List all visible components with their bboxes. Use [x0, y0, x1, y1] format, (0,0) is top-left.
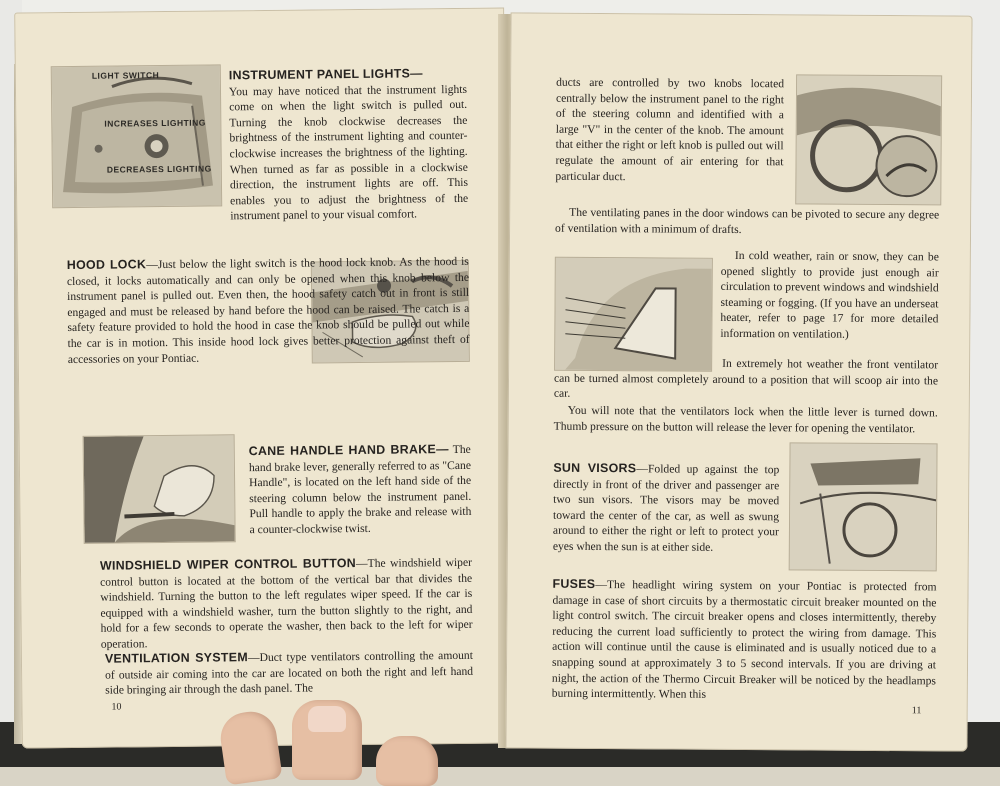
hood-lock-section — [67, 254, 470, 367]
wiper-text: —The windshield wiper control button is located at the bottom of the vertical bar that divides the windshield. Turning the button to the left regulates wiper speed. If the car is equipped with a windshield washer, turn the button slightly to the right, and hold for a few seconds to operate the washer, then back to the left for wiper operation. — [100, 555, 473, 651]
hand-brake-heading: CANE HANDLE HAND BRAKE— — [248, 442, 449, 459]
dash-knob-illustration — [795, 74, 942, 205]
hot-weather-paragraph: In extremely hot weather the front ventilator can be turned almost completely around to a position that will scoop air into the car. — [553, 356, 939, 401]
ducts-paragraph: ducts are controlled by two knobs located centrally below the instrument panel to the right of the steering column and identified with a large "V" in the center of the knob. The amount that either the right or left knob is pulled out will regulate the amount of air entering for that particular duct. — [555, 75, 785, 183]
wiper-heading: WINDSHIELD WIPER CONTROL BUTTON — [99, 556, 357, 573]
left-page — [14, 7, 512, 748]
sun-visors-heading: SUN VISORS — [553, 460, 637, 476]
instrument-panel-lights-first — [229, 66, 469, 224]
light-switch-illustration — [51, 64, 222, 208]
decreases-lighting-label: DECREASES LIGHTING — [106, 163, 212, 175]
fuses-section — [552, 577, 937, 704]
fuses-heading: FUSES — [552, 576, 596, 592]
instrument-panel-lights-text: You may have noticed that the instrument lights come on when the light switch is pulled out. Turning the knob clockwise decreases the brightness of the instrument lighting and counter-clockwise increases the brightness of the lighting. When turned as far as possible in a clockwise direction, the instrument lights are off. This enables you to adjust the brightness of the instrument panel to your visual comfort. — [228, 82, 469, 223]
hood-lock-heading: HOOD LOCK — [66, 257, 147, 273]
hand-brake-text: The hand brake lever, generally referred to as "Cane Handle", is located on the left hand side of the steering column below the instrument panel. Pull handle to apply the brake and release with a counter-clockwise twist. — [248, 442, 472, 537]
ventilation-heading: VENTILATION SYSTEM — [104, 650, 249, 666]
page-number-left: 10 — [111, 701, 122, 713]
ventilating-panes-paragraph: The ventilating panes in the door windows can be pivoted to secure any degree of ventilation with a minimum of drafts. — [555, 205, 940, 236]
hand-brake-section — [249, 442, 472, 538]
light-switch-label: LIGHT SWITCH — [91, 70, 160, 81]
hand-finger-2 — [376, 736, 438, 786]
ventilator-lock-paragraph: You will note that the ventilators lock when the little lever is turned down. Thumb pressure on the button will release the lever for opening the ventilator. — [553, 403, 938, 435]
page-number-right: 11 — [911, 705, 922, 717]
instrument-panel-lights-heading: INSTRUMENT PANEL LIGHTS— — [228, 66, 423, 83]
wiper-section — [100, 555, 473, 652]
right-page — [505, 12, 972, 751]
hand-brake-illustration — [83, 434, 236, 544]
sun-visors-text: —Folded up against the top directly in front of the driver and passenger are two sun visors. The visors may be moved toward the center of the car, as well as swung around to either the right or left to protect your eyes when the sun is at either side. — [552, 462, 780, 554]
ventilation-section — [105, 648, 473, 699]
fingernail — [308, 706, 346, 732]
cold-weather-paragraph: In cold weather, rain or snow, they can be opened slightly to provide just enough air circulation to prevent windows and windshield steaming or fogging. (If you have an underseat heater, refer to page 17 for more detailed information on ventilation.) — [720, 248, 939, 341]
sun-visor-illustration — [789, 442, 938, 571]
fuses-text: —The headlight wiring system on your Pontiac is protected from damage in case of short circuits by a thermostatic circuit breaker mounted on the light control switch. The circuit breaker opens and closes intermittently, thereby reducing the current load sufficiently to protect the wiring from damage. This action will continue until the cause is eliminated and is usually noticed due to a snapping sound at approximately 3 to 5 second intervals. If you are driving at night, the action of the Thermo Circuit Breaker will be noticed by the headlamps burning intermittently. When this — [551, 578, 937, 701]
ventilation-text: —Duct type ventilators controlling the amount of outside air coming into the car are located on both the right and left hand side bringing air through the dash panel. The — [105, 648, 474, 697]
sun-visors-section — [553, 461, 780, 556]
increases-lighting-label: INCREASES LIGHTING — [104, 117, 206, 129]
hood-lock-text: —Just below the light switch is the hood lock knob. As the hood is closed, it locks automatically and can only be opened when this knob below the instrument panel is pulled out. Even then, the hood safety catch out in front is still engaged and must be released by hand before the hood can be raised. The catch is a safety feature provided to hold the hood in case the knob should be pulled out while the car is in motion. This inside hood lock gives better protection against theft of accessories on your Pontiac. — [66, 254, 470, 366]
